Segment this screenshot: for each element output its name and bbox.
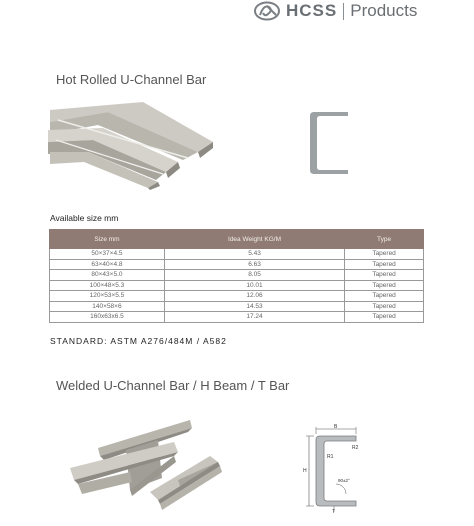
standard-label: STANDARD: ASTM A276/484M / A582	[50, 336, 227, 346]
size-table	[49, 229, 424, 323]
col-type: Type	[345, 230, 424, 249]
table-row	[50, 301, 424, 312]
cell-weight: 6.63	[164, 259, 344, 270]
cell-weight: 8.05	[164, 270, 344, 281]
cell-type: Tapered	[345, 291, 424, 302]
cell-weight: 12.06	[164, 291, 344, 302]
col-size: Size mm	[50, 230, 165, 249]
cell-size: 160x63x6.5	[50, 312, 165, 323]
dim-b-label: B	[334, 424, 338, 430]
u-channel-profile-icon	[302, 110, 352, 176]
cell-type: Tapered	[345, 259, 424, 270]
cell-type: Tapered	[345, 280, 424, 291]
table-row	[50, 312, 424, 323]
section-title-hot-rolled: Hot Rolled U-Channel Bar	[56, 72, 207, 87]
cell-size: 63×40×4.8	[50, 259, 165, 270]
table-row	[50, 291, 424, 302]
table-row	[50, 270, 424, 281]
cell-size: 140×58×6	[50, 301, 165, 312]
table-row	[50, 280, 424, 291]
cell-type: Tapered	[345, 270, 424, 281]
table-header-row	[50, 230, 424, 249]
table-row	[50, 259, 424, 270]
u-channel-dimension-diagram	[296, 422, 368, 514]
brand-header	[254, 0, 417, 22]
cell-type: Tapered	[345, 312, 424, 323]
cell-weight: 17.24	[164, 312, 344, 323]
section-name: Products	[350, 1, 418, 20]
brand-divider	[343, 3, 344, 20]
available-size-label: Available size mm	[50, 213, 119, 223]
h-beam-t-bar-photo	[70, 420, 230, 520]
cell-size: 120×53×5.5	[50, 291, 165, 302]
hcss-logo-icon	[254, 1, 282, 21]
cell-type: Tapered	[345, 301, 424, 312]
dim-r1-label: R1	[327, 454, 334, 460]
cell-weight: 14.53	[164, 301, 344, 312]
table-row	[50, 249, 424, 260]
cell-weight: 5.43	[164, 249, 344, 260]
dim-r2-label: R2	[352, 445, 359, 451]
cell-size: 80×43×5.0	[50, 270, 165, 281]
cell-size: 50×37×4.5	[50, 249, 165, 260]
brand-name: HCSS	[286, 1, 338, 20]
cell-type: Tapered	[345, 249, 424, 260]
cell-size: 100×48×5.3	[50, 280, 165, 291]
cell-weight: 10.01	[164, 280, 344, 291]
col-weight: Idea Weight KG/M	[164, 230, 344, 249]
dim-t-label: T	[332, 509, 336, 514]
section-title-welded: Welded U-Channel Bar / H Beam / T Bar	[56, 378, 290, 393]
u-channel-bars-photo	[48, 100, 213, 190]
dim-h-label: H	[303, 468, 307, 474]
dim-angle-label: 90±2°	[338, 478, 350, 483]
